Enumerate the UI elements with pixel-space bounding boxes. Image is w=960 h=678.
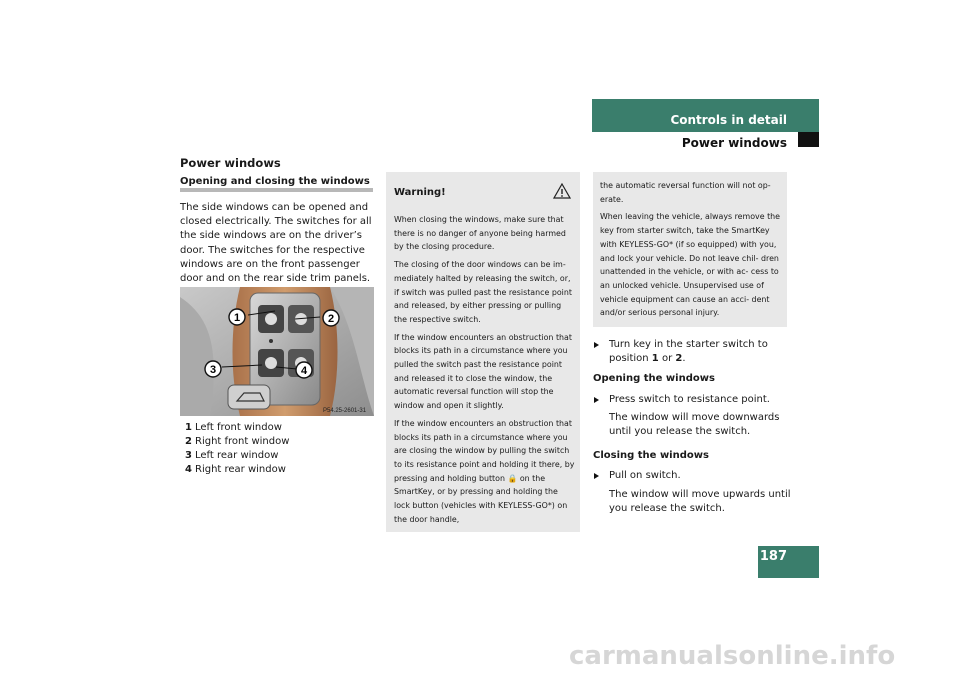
warning-continued-text bbox=[600, 179, 784, 324]
warning-paragraph: If the window encounters an obstruction that blocks its path in a circumstance where you pulled the switch past the resistance point and released it to close the window, the automatic reversal function will stop the window and open it slightly. bbox=[394, 332, 572, 411]
warning-title: Warning! bbox=[394, 187, 446, 198]
warning-triangle-icon bbox=[553, 183, 571, 199]
window-switch-photo bbox=[180, 287, 374, 416]
section-title: Power windows bbox=[180, 156, 281, 170]
svg-text:2: 2 bbox=[327, 313, 335, 325]
legend-item: 3 Left rear window bbox=[185, 450, 279, 461]
instruction-step: Pull on switch. bbox=[593, 469, 793, 483]
instruction-result: The window will move upwards until you release the switch. bbox=[609, 488, 791, 514]
closing-heading: Closing the windows bbox=[593, 450, 709, 462]
legend-item: 4 Right rear window bbox=[185, 464, 286, 475]
warning-paragraph: If the window encounters an obstruction that blocks its path in a circumstance where you are closing the window by pulling the switch to its resistance point and holding it there, by pressing and holding button 🔒 on the SmartKey, or by pressing and holding the lock button (vehicles with KEYLESS-GO*) on the door handle, bbox=[394, 418, 575, 524]
callout-2 bbox=[323, 310, 339, 326]
callout-1 bbox=[229, 309, 245, 325]
callout-3 bbox=[205, 361, 221, 377]
warning-text bbox=[394, 213, 575, 530]
instructions bbox=[593, 338, 793, 516]
intro-paragraph: The side windows can be opened and closed electrically. The switches for all the side windows are on the driver’s door. The switches for the respective windows are on the front passenger door and on the rear side trim panels. bbox=[180, 202, 372, 285]
instruction-step: Turn key in the starter switch to position 1 or 2. bbox=[593, 338, 793, 366]
page-number: 187 bbox=[759, 549, 787, 564]
instruction-step: Press switch to resistance point. bbox=[593, 393, 793, 407]
bullet-arrow-icon bbox=[594, 473, 599, 479]
watermark: carmanualsonline.info bbox=[569, 641, 896, 671]
figure-code: P54.25-2601-31 bbox=[323, 408, 367, 414]
subsection-title: Opening and closing the windows bbox=[180, 176, 370, 187]
svg-text:3: 3 bbox=[209, 364, 217, 376]
section-header: Power windows bbox=[681, 136, 787, 150]
warning-paragraph: When closing the windows, make sure that there is no danger of anyone being harmed by the closing procedure. bbox=[394, 215, 566, 252]
chapter-title: Controls in detail bbox=[670, 113, 787, 127]
callout-4 bbox=[296, 362, 312, 378]
svg-text:1: 1 bbox=[233, 312, 241, 324]
bullet-arrow-icon bbox=[594, 342, 599, 348]
instruction-result: The window will move downwards until you release the switch. bbox=[609, 411, 780, 438]
warning-paragraph: The closing of the door windows can be im- mediately halted by releasing the switch, or, if switch was pulled past the resistance point and released, by either pressing or pulling the respective switch. bbox=[394, 260, 572, 324]
header-marker bbox=[798, 132, 819, 147]
warning-paragraph: the automatic reversal function will not op- erate. bbox=[600, 181, 771, 204]
legend-item: 1 Left front window bbox=[185, 422, 282, 433]
svg-text:4: 4 bbox=[300, 365, 308, 377]
legend-item: 2 Right front window bbox=[185, 436, 290, 447]
subsection-rule bbox=[180, 188, 373, 192]
figure-legend bbox=[185, 421, 289, 477]
opening-heading: Opening the windows bbox=[593, 373, 715, 385]
warning-paragraph: When leaving the vehicle, always remove the key from starter switch, take the SmartKey with KEYLESS-GO* (if so equipped) with you, and lock your vehicle. Do not leave chil- dren unattended in the vehicle, or with ac- cess to an unlocked vehicle. Unsupervised use of vehicle equipment can cause an acci- dent and/or serious personal injury. bbox=[600, 212, 781, 318]
bullet-arrow-icon bbox=[594, 397, 599, 403]
